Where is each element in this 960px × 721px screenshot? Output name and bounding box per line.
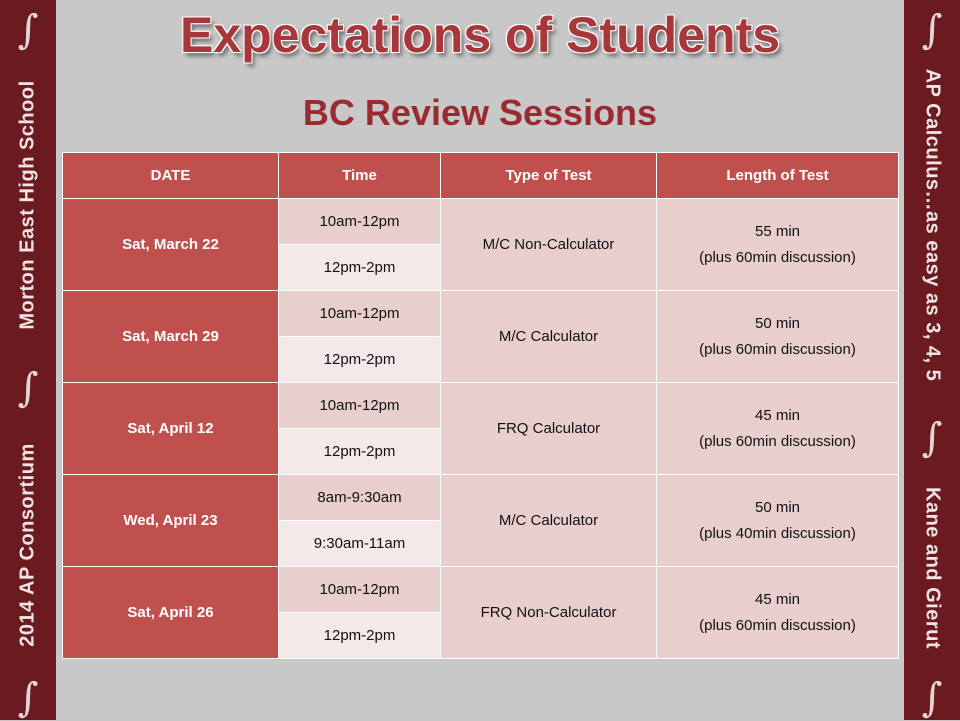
test-length (657, 475, 899, 567)
table-header-row (63, 153, 899, 199)
test-type: FRQ Non-Calculator (441, 567, 657, 659)
table-row (63, 567, 899, 613)
header-date: DATE (63, 153, 279, 199)
session-date: Wed, April 23 (63, 475, 279, 567)
session-time: 10am-12pm (279, 199, 441, 245)
test-length-discussion: (plus 60min discussion) (699, 248, 856, 266)
page-subtitle: BC Review Sessions (302, 92, 658, 133)
table-row (63, 383, 899, 429)
session-time: 10am-12pm (279, 383, 441, 429)
test-length (657, 383, 899, 475)
header-type: Type of Test (441, 153, 657, 199)
session-date: Sat, March 22 (63, 199, 279, 291)
session-time: 10am-12pm (279, 291, 441, 337)
page-title: Expectations of Students (179, 7, 781, 63)
header-length: Length of Test (657, 153, 899, 199)
test-length-minutes: 45 min (754, 590, 801, 608)
integral-icon: ∫ (17, 675, 39, 721)
test-length-minutes: 50 min (754, 314, 801, 332)
integral-icon: ∫ (921, 415, 943, 461)
test-length-discussion: (plus 60min discussion) (699, 432, 856, 450)
test-type: M/C Non-Calculator (441, 199, 657, 291)
integral-icon: ∫ (17, 365, 39, 411)
right-sidebar (904, 0, 960, 720)
table-row (63, 475, 899, 521)
test-length-discussion: (plus 60min discussion) (699, 340, 856, 358)
test-type: M/C Calculator (441, 475, 657, 567)
left-sidebar-top-text: Morton East High School (16, 80, 39, 330)
session-time: 8am-9:30am (279, 475, 441, 521)
table-row (63, 291, 899, 337)
session-time: 12pm-2pm (279, 613, 441, 659)
right-sidebar-top-text: AP Calculus…as easy as 3, 4, 5 (921, 68, 944, 382)
session-time: 12pm-2pm (279, 337, 441, 383)
test-length-minutes: 50 min (754, 498, 801, 516)
test-type: FRQ Calculator (441, 383, 657, 475)
test-length-minutes: 45 min (754, 406, 801, 424)
test-length-discussion: (plus 60min discussion) (699, 616, 856, 634)
header-time: Time (279, 153, 441, 199)
session-time: 9:30am-11am (279, 521, 441, 567)
test-length (657, 291, 899, 383)
left-sidebar-bottom-text: 2014 AP Consortium (16, 443, 39, 647)
integral-icon: ∫ (921, 7, 943, 53)
session-date: Sat, April 12 (63, 383, 279, 475)
right-sidebar-bottom-text: Kane and Gierut (921, 487, 944, 649)
test-length (657, 567, 899, 659)
test-type: M/C Calculator (441, 291, 657, 383)
test-length-discussion: (plus 40min discussion) (699, 524, 856, 542)
test-length-minutes: 55 min (754, 222, 801, 240)
integral-icon: ∫ (17, 7, 39, 53)
session-date: Sat, April 26 (63, 567, 279, 659)
test-length (657, 199, 899, 291)
integral-icon: ∫ (921, 675, 943, 721)
session-date: Sat, March 29 (63, 291, 279, 383)
session-time: 12pm-2pm (279, 245, 441, 291)
left-sidebar (0, 0, 56, 720)
session-time: 12pm-2pm (279, 429, 441, 475)
review-sessions-table (62, 152, 899, 659)
table-row (63, 199, 899, 245)
session-time: 10am-12pm (279, 567, 441, 613)
